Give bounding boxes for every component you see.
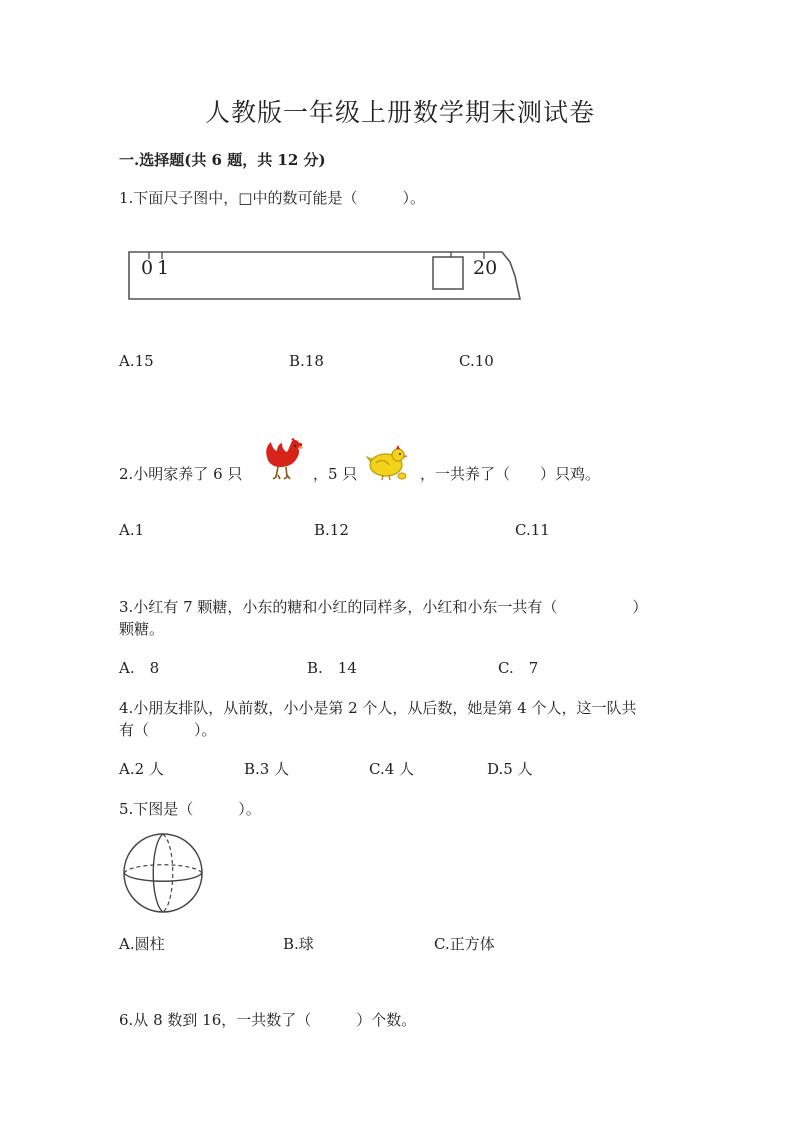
q4-option-b[interactable]: B.3 人 [244, 760, 290, 778]
section-heading: 一.选择题(共 6 题，共 12 分) [119, 151, 326, 169]
question-2-stem-part3: ，一共养了（ ）只鸡。 [420, 465, 601, 483]
question-5-stem: 5.下图是（ ）。 [119, 800, 261, 818]
q1-option-c[interactable]: C.10 [459, 352, 494, 370]
q4-option-d[interactable]: D.5 人 [487, 760, 533, 778]
ruler-label-1: 1 [157, 257, 170, 279]
q5-option-a[interactable]: A.圆柱 [119, 935, 165, 953]
q5-option-b[interactable]: B.球 [283, 935, 314, 953]
rooster-icon [262, 437, 306, 481]
ruler-label-20: 20 [473, 257, 498, 279]
q4-option-c[interactable]: C.4 人 [369, 760, 415, 778]
hen-icon [366, 443, 408, 481]
page-title: 人教版一年级上册数学期末测试卷 [204, 98, 595, 127]
q2-option-c[interactable]: C.11 [515, 521, 550, 539]
question-3-stem-line2: 颗糖。 [119, 620, 165, 638]
question-2-stem-part2: ，5 只 [313, 465, 358, 483]
q3-option-c[interactable]: C. 7 [498, 659, 539, 677]
sphere-icon [122, 832, 204, 914]
question-4-stem-line1: 4.小朋友排队，从前数，小小是第 2 个人，从后数，她是第 4 个人，这一队共 [119, 699, 637, 717]
q5-option-c[interactable]: C.正方体 [434, 935, 495, 953]
ruler-figure [127, 244, 527, 302]
q1-option-b[interactable]: B.18 [289, 352, 324, 370]
q4-option-a[interactable]: A.2 人 [119, 760, 164, 778]
q3-option-b[interactable]: B. 14 [307, 659, 357, 677]
q2-option-a[interactable]: A.1 [119, 521, 145, 539]
question-1-stem: 1.下面尺子图中，□中的数可能是（ ）。 [119, 189, 425, 207]
ruler-label-0: 0 [141, 257, 154, 279]
q2-option-b[interactable]: B.12 [314, 521, 349, 539]
question-4-stem-line2: 有（ ）。 [119, 721, 217, 739]
q1-option-a[interactable]: A.15 [119, 352, 154, 370]
question-3-stem-line1: 3.小红有 7 颗糖，小东的糖和小红的同样多，小红和小东一共有（ ） [119, 598, 648, 616]
answer-box [433, 257, 463, 289]
question-6-stem: 6.从 8 数到 16，一共数了（ ）个数。 [119, 1011, 417, 1029]
question-2-stem-part1: 2.小明家养了 6 只 [119, 465, 243, 483]
q3-option-a[interactable]: A. 8 [119, 659, 160, 677]
